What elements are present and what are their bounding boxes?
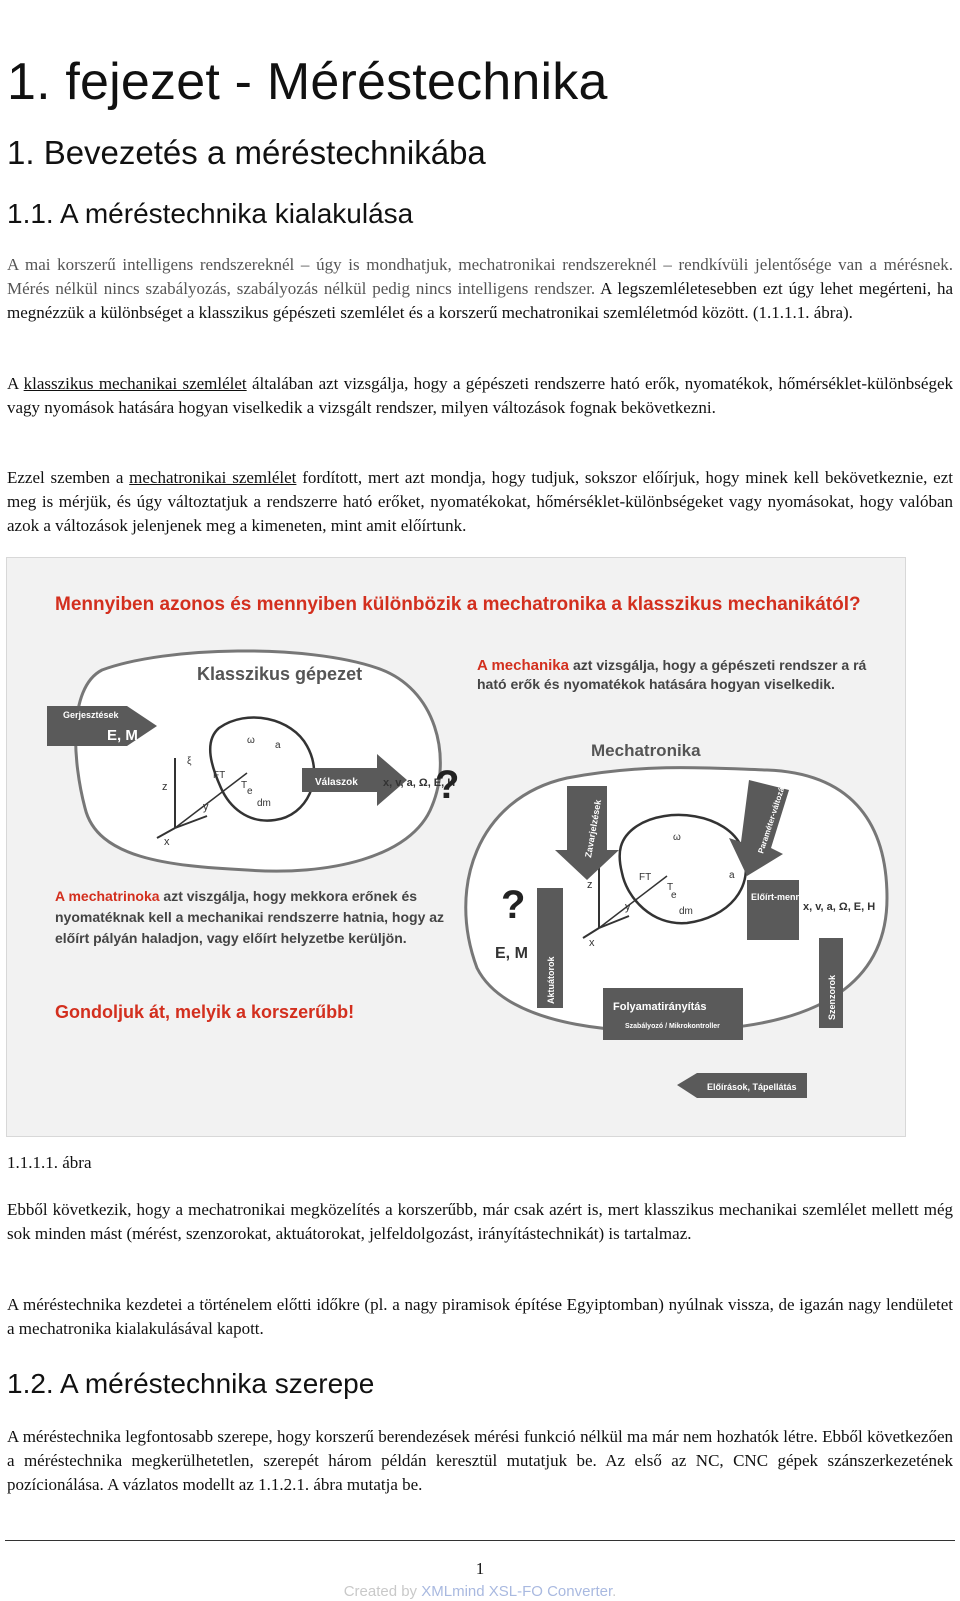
footer-link[interactable]: XMLmind XSL-FO Converter [421,1583,613,1600]
parameter-label: Paraméter-változások [756,773,791,855]
paragraph-intro [7,253,953,325]
sensor-label: Szenzorok [827,974,837,1020]
mechatronics-note-highlight: A mechatrinoka [55,888,160,904]
disturbance-label: Zavarjelzések [583,798,604,859]
footer-credit [0,1583,960,1601]
excitation-value: E, M [107,727,138,744]
classic-symbol-dm: dm [257,798,271,809]
classic-symbol-omega: ω [247,735,255,746]
question-mark-top: ? [435,763,460,807]
mech-symbol-a: a [729,870,735,881]
classic-symbol-t: T [241,780,248,791]
mech-axis-y: y [625,901,631,913]
footer-prefix: Created by [343,1583,422,1600]
mechatronics-label: Mechatronika [591,741,701,760]
mech-axis-z: z [587,879,593,891]
section-title: 1. Bevezetés a méréstechnikába [7,134,486,171]
mech-answers-values: x, v, a, Ω, E, H [803,901,876,913]
paragraph-conclusion: Ebből következik, hogy a mechatronikai megközelítés a korszerűbb, már csak azért is, mert klasszikus mechanikai szemlélet mellett még sok minden mást (mérést, szenzorokat, aktuátorokat, jelfeldolgozást, irányítástechnikát) is tartalmaz. [7,1200,953,1243]
classic-machine-label: Klasszikus gépezet [197,664,363,684]
classic-axis-z: z [162,781,168,793]
link-mechatronic-view[interactable]: mechatronikai szemlélet [129,468,297,487]
link-classic-view[interactable]: klasszikus mechanikai szemlélet [23,374,247,393]
paragraph-intro-part-a: A mai korszerű intelligens rendszereknél – úgy is mondhatjuk, mechatronikai rendszereknél – rendkívüli jelentősége van a mérésnek. Mérés nélkül nincs szabályozás, szabályozás nélkül pedig nincs intelligens rendszer. [7,255,953,298]
mechanics-note-text: azt vizsgálja, hogy a gépészeti rendszer a rá ható erők és nyomatékok hatására hogyan viselkedik. [477,657,867,692]
paragraph-classic-start: A [7,374,24,393]
subsection-title: 1.1. A méréstechnika kialakulása [7,198,414,229]
subsection-2-title: 1.2. A méréstechnika szerepe [7,1368,375,1399]
paragraph-role: A méréstechnika legfontosabb szerepe, hogy korszerű berendezések mérési funkció nélkül ma már nem hozhatók létre. Ebből következően a méréstechnika megkerülhetetlen, szerepét három példán keresztül mutatjuk be. Az első az NC, CNC gépek szánszerkezetének pozícionálása. A vázlatos modellt az 1.1.2.1. ábra mutatja be. [7,1427,953,1494]
mech-em-label: E, M [495,945,528,962]
controller-label: Folyamatirányítás [613,1001,707,1013]
paragraph-classic-end: általában azt vizsgálja, hogy a gépészeti rendszerre ható erők, nyomatékok, hőmérséklet-különbségek vagy nyomások hatására hogyan viselkedik a vizsgált rendszer, milyen változások fognak bekövetkezni. [7,374,953,417]
classic-symbol-e: e [247,786,253,797]
answers-values: x, v, a, Ω, E, H [383,777,456,789]
mech-symbol-ft: FT [639,872,652,883]
mechanics-note-body [477,656,877,736]
mechanics-note-highlight: A mechanika [477,657,569,674]
classic-axis-x: x [164,836,170,848]
paragraph-mechatronic-start: Ezzel szemben a [7,468,130,487]
paragraph-intro-part-b: A legszemléletesebben ezt úgy lehet megérteni, ha megnézzük a különbséget a klasszikus gépészeti szemlélet és a korszerű mechatronikai szemléletmód között. (1.1.1.1. ábra). [7,279,953,322]
prescribed-quantities-box [747,880,799,940]
footer-divider [5,1540,955,1541]
paragraph-classic [7,372,953,420]
chapter-title: 1. fejezet - Méréstechnika [7,53,608,111]
page-number: 1 [475,1559,485,1578]
question-mark-bottom: ? [501,883,526,927]
mech-symbol-dm: dm [679,906,693,917]
classic-symbol-xi: ξ [187,756,192,767]
think-label: Gondoljuk át, melyik a korszerűbb! [55,1002,355,1022]
figure-caption: 1.1.1.1. ábra [7,1153,92,1172]
excitation-label: Gerjesztések [63,710,119,720]
mechatronics-note-body [55,886,455,996]
classic-symbol-ft: FT [213,770,226,781]
mech-axis-x: x [589,937,595,949]
mech-symbol-t: T [667,882,674,893]
mechatronics-note-text: azt viszgálja, hogy mekkora erőnek és nyomatéknak kell a mechanikai rendszerre hatnia, hogy az előírt pályán haladjon, vagy előírt helyzetbe kerüljön. [55,888,445,946]
footer-suffix: . [612,1583,617,1600]
prescribed-quantities-label: Előírt-mennyi-ségek [751,892,838,902]
paragraph-mechatronic [7,466,953,538]
mech-symbol-e: e [671,890,677,901]
figure-title: Mennyiben azonos és mennyiben különbözik a mechatronika a klasszikus mechanikától? [55,594,861,615]
classic-axis-y: y [203,801,209,813]
prescriptions-label: Előírások, Tápellátás [707,1082,797,1092]
controller-box [603,988,743,1040]
controller-sub: Szabályozó / Mikrokontroller [625,1023,720,1030]
answers-label: Válaszok [315,777,358,788]
mech-symbol-omega: ω [673,832,681,843]
figure-diagram [7,558,905,1136]
paragraph-history: A méréstechnika kezdetei a történelem előtti időkre (pl. a nagy piramisok építése Egyiptomban) nyúlnak vissza, de igazán nagy lendületet a mechatronika kialakulásával kapott. [7,1295,953,1338]
comparison-figure [6,557,906,1137]
classic-symbol-a: a [275,740,281,751]
paragraph-mechatronic-end: fordított, mert azt mondja, hogy tudjuk, sokszor előírjuk, hogy minek kell bekövetkeznie, ezt meg is mérjük, és úgy változtatjuk a rendszerre ható erőket, nyomatékokat, hőmérséklet-különbségeket vagy nyomásokat, hogy valóban azok a változások jelenjenek meg a kimeneten, mint amit előírtunk. [7,468,953,535]
actuator-label: Aktuátorok [546,956,556,1004]
